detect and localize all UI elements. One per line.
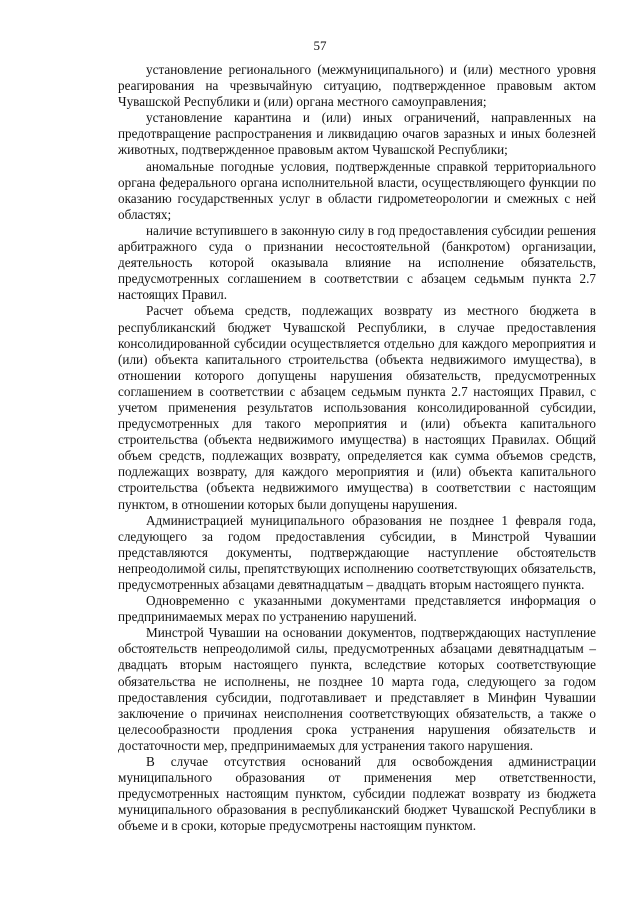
paragraph-bankruptcy: наличие вступившего в законную силу в год предоставления субсидии решения арбитражного суда о признании несостоятельной (банкротом) организации, деятельность которой оказывала влияние на исполнение обязательств, предусмотренных соглашением в соответствии с абзацем седьмым пункта 2.7 настоящих Правил. [118, 222, 596, 303]
paragraph-ministry-conclusion: Минстрой Чувашии на основании документов, подтверждающих наступление обстоятельств непреодолимой силы, предусмотренных абзацами девятнадцатым – двадцать вторым настоящего пункта, вследствие которых соответствующие обязательства не исполнены, не позднее 10 марта года, следующего за годом предоставления субсидии, подготавливает и представляет в Минфин Чувашии заключение о причинах неисполнения соответствующих обязательств, а также о целесообразности продления срока устранения нарушения обязательств и достаточности мер, предпринимаемых для устранения такого нарушения. [118, 625, 596, 753]
paragraph-subsidy-return: В случае отсутствия оснований для освобождения администрации муниципального образования от применения мер ответственности, предусмотренных настоящим пунктом, субсидии подлежат возврату из бюджета муниципального образования в республиканский бюджет Чувашской Республики в объеме и в сроки, которые предусмотрены настоящим пунктом. [118, 754, 596, 834]
paragraph-quarantine: установление карантина и (или) иных ограничений, направленных на предотвращение распространения и ликвидацию очагов заразных и иных болезней животных, подтвержденное правовым актом Чувашской Республики; [118, 110, 596, 158]
page-number: 57 [313, 38, 327, 53]
paragraph-refund-calculation: Расчет объема средств, подлежащих возврату из местного бюджета в республиканский бюджет Чувашской Республики, в случае предоставления консолидированной субсидии осуществляется отдельно для каждого мероприятия и (или) объекта капитального строительства (объекта недвижимого имущества), в отношении которого допущены нарушения обязательств, предусмотренных соглашением в соответствии с абзацем седьмым пункта 2.7 настоящих Правил, с учетом применения результатов использования консолидированной субсидии, предусмотренных для такого мероприятия и (или) объекта капитального строительства (объекта недвижимого имущества) в настоящих Правилах. Общий объем средств, подлежащих возврату, определяется как сумма объемов средств, подлежащих возврату, для каждого мероприятия и (или) объекта капитального строительства (объекта недвижимого имущества) в соответствии с настоящим пунктом, в отношении которых были допущены нарушения. [118, 303, 596, 512]
paragraph-documents-deadline: Администрацией муниципального образования не позднее 1 февраля года, следующего за годом предоставления субсидии, в Минстрой Чувашии представляются документы, подтверждающие наступление обстоятельств непреодолимой силы, препятствующих исполнению соответствующих обязательств, предусмотренных абзацами девятнадцатым – двадцать вторым настоящего пункта. [118, 512, 596, 592]
paragraph-regional-emergency: установление регионального (межмуниципального) и (или) местного уровня реагирования на чрезвычайную ситуацию, подтвержденное правовым актом Чувашской Республики и (или) органа местного самоуправления; [118, 62, 596, 110]
body-text [118, 62, 596, 835]
paragraph-measures-info: Одновременно с указанными документами представляется информация о предпринимаемых мерах по устранению нарушений. [118, 593, 596, 625]
paragraph-weather-conditions: аномальные погодные условия, подтвержденные справкой территориального органа федерального органа исполнительной власти, осуществляющего функции по оказанию государственных услуг в области гидрометеорологии и смежных с ней областях; [118, 158, 596, 222]
